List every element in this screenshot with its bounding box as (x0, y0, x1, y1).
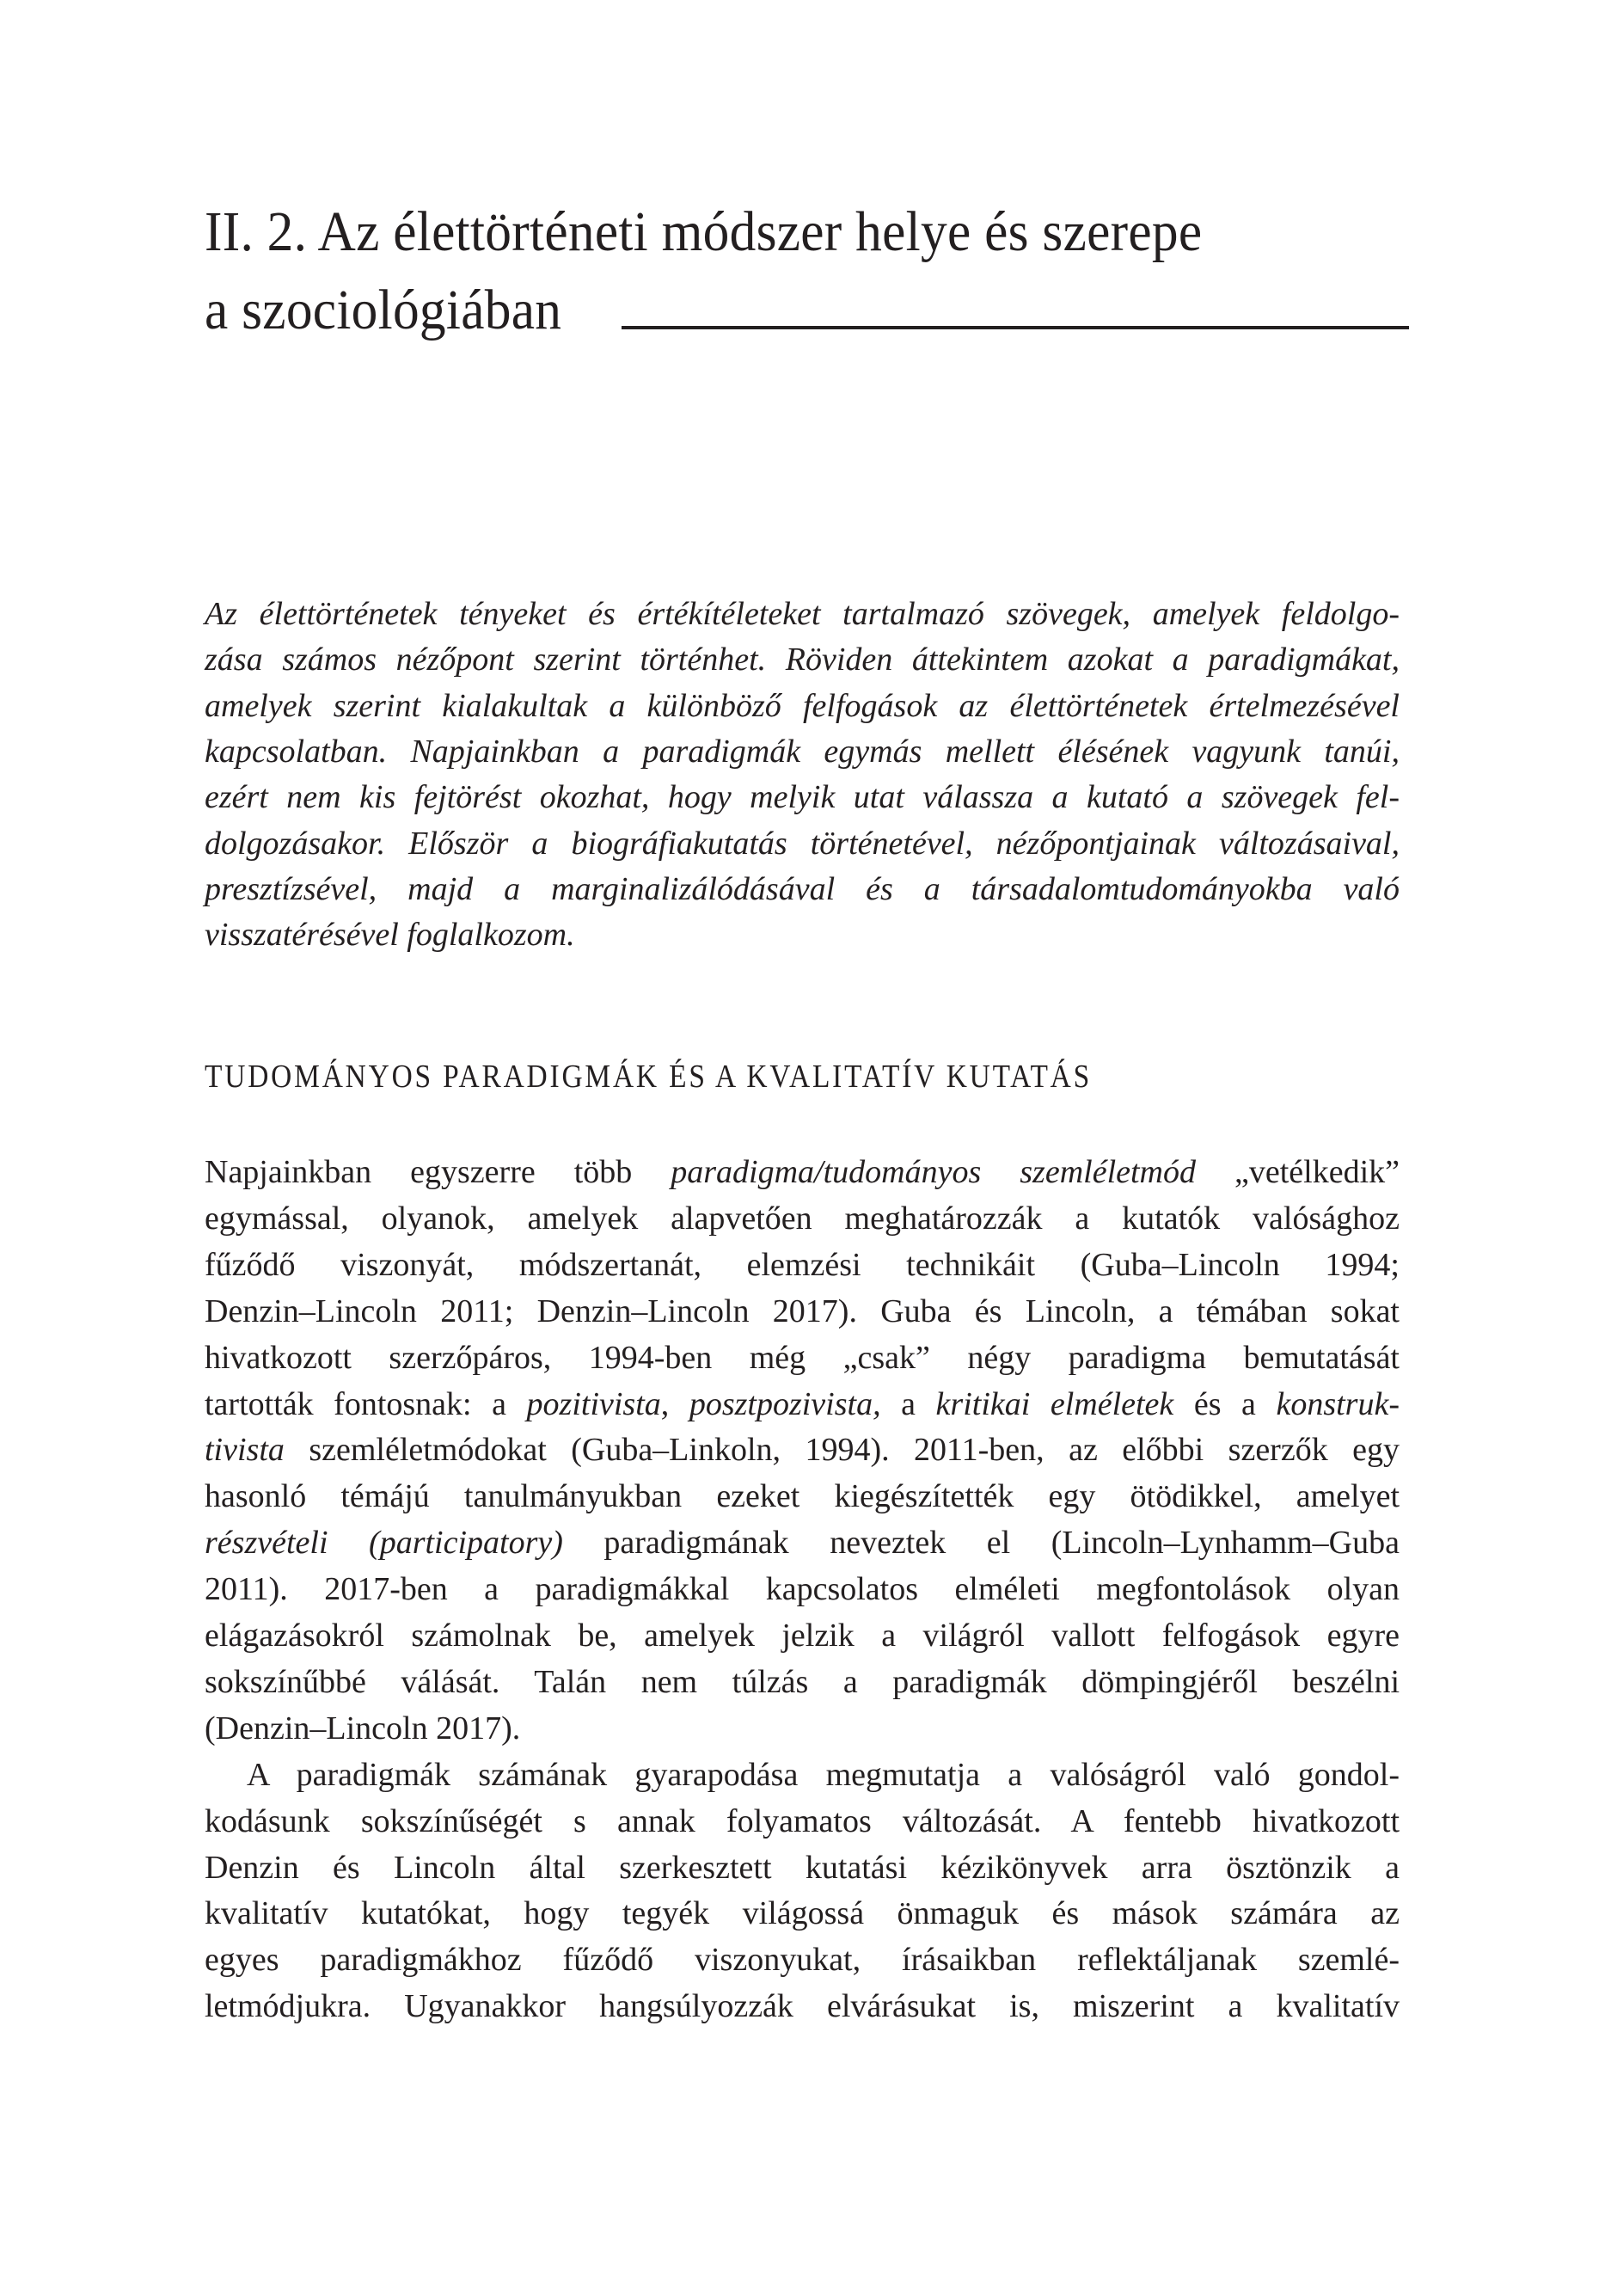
text-run: Denzin és Lincoln által szerkesztett kutatási kézikönyvek arra ösztönzik a (205, 1849, 1400, 1886)
body-line (205, 1896, 1400, 1931)
body-line (205, 1433, 1400, 1467)
text-run: letmódjukra. Ugyanakkor hangsúlyozzák elvárásukat is, miszerint a kvalitatív (205, 1988, 1400, 2025)
body-line (205, 1851, 1400, 1885)
body-line (205, 1943, 1400, 1977)
italic-term: pozitivista (526, 1385, 661, 1422)
text-run: és a (1173, 1385, 1277, 1422)
text-run: egyes paradigmákhoz fűződő viszonyukat, írásaikban reflektáljanak szemlé- (205, 1942, 1400, 1979)
text-run: fűződő viszonyát, módszertanát, elemzési technikáit (Guba–Lincoln 1994; (205, 1246, 1400, 1283)
text-run: Denzin–Lincoln 2011; Denzin–Lincoln 2017). Guba és Lincoln, a témában sokat (205, 1292, 1400, 1329)
text-run: paradigmának neveztek el (Lincoln–Lynhamm–Guba (562, 1525, 1400, 1562)
text-run: tartották fontosnak: a (205, 1385, 527, 1422)
text-run: hasonló témájú tanulmányukban ezeket kiegészítették egy ötödikkel, amelyet (205, 1478, 1400, 1515)
body-line (205, 1248, 1400, 1282)
text-run: sokszínűbbé válását. Talán nem túlzás a paradigmák dömpingjéről beszélni (205, 1663, 1400, 1700)
text-run: egymással, olyanok, amelyek alapvetően meghatározzák a kutatók valósághoz (205, 1200, 1400, 1237)
abstract-line: ezért nem kis fejtörést okozhat, hogy melyik utat válassza a kutató a szövegek fel- (205, 779, 1400, 816)
abstract-line: dolgozásakor. Először a biográfiakutatás történetével, nézőpontjainak változásaival, (205, 825, 1400, 862)
body-line (205, 1618, 1400, 1653)
body-line (205, 1572, 1400, 1606)
abstract-line: Az élettörténetek tényeket és értékítéleteket tartalmazó szövegek, amelyek feldolgo- (205, 596, 1400, 632)
chapter-title-line-2: a szociológiában (205, 279, 562, 341)
body-line (205, 1526, 1400, 1560)
text-run: Napjainkban egyszerre több (205, 1154, 671, 1190)
text-run: kodásunk sokszínűségét s annak folyamatos változását. A fentebb hivatkozott (205, 1802, 1400, 1839)
text-run: hivatkozott szerzőpáros, 1994-ben még „csak” négy paradigma bemutatását (205, 1339, 1400, 1376)
body-line (205, 1294, 1400, 1329)
text-run: a (880, 1385, 936, 1422)
section-heading: TUDOMÁNYOS PARADIGMÁK ÉS A KVALITATÍV KUTATÁS (205, 1059, 1093, 1095)
text-run: elágazásokról számolnak be, amelyek jelzik a világról vallott felfogások egyre (205, 1618, 1400, 1654)
abstract-line: amelyek szerint kialakultak a különböző felfogások az élettörténetek értelmezésével (205, 687, 1400, 724)
body-line (205, 1479, 1400, 1513)
body-line (205, 1387, 1400, 1421)
body-line (205, 1201, 1400, 1236)
text-run: „vetélkedik” (1196, 1154, 1400, 1190)
italic-term: tivista (205, 1432, 285, 1469)
body-line (205, 1155, 1400, 1189)
body-line (205, 1989, 1400, 2023)
body-line (205, 1665, 1400, 1699)
title-underline-rule (622, 326, 1409, 329)
body-line (205, 1341, 1400, 1375)
italic-term: posztpozivista, (689, 1385, 881, 1422)
text-run: 2011). 2017-ben a paradigmákkal kapcsolatos elméleti megfontolások olyan (205, 1571, 1400, 1608)
abstract-line: zása számos nézőpont szerint történhet. Röviden áttekintem azokat a paradigmákat, (205, 642, 1400, 678)
italic-term: paradigma/tudományos szemléletmód (671, 1154, 1196, 1190)
abstract-line: kapcsolatban. Napjainkban a paradigmák egymás mellett élésének vagyunk tanúi, (205, 733, 1400, 770)
text-run: A paradigmák számának gyarapodása megmutatja a valóságról való gondol- (247, 1756, 1400, 1793)
body-line (205, 1804, 1400, 1839)
italic-term: konstruk- (1276, 1385, 1400, 1422)
italic-term: kritikai elméletek (935, 1385, 1174, 1422)
chapter-title-line-1: II. 2. Az élettörténeti módszer helye és szerepe (205, 200, 1203, 263)
abstract-line: presztízsével, majd a marginalizálódásával és a társadalomtudományokba való (205, 870, 1400, 907)
body-line (205, 1711, 1400, 1746)
text-run: kvalitatív kutatókat, hogy tegyék világossá önmaguk és mások számára az (205, 1895, 1400, 1932)
text-run: , (660, 1385, 689, 1422)
abstract-line: visszatérésével foglalkozom. (205, 917, 575, 954)
text-run: szemléletmódokat (Guba–Linkoln, 1994). 2011-ben, az előbbi szerzők egy (284, 1432, 1400, 1469)
italic-term: részvételi (participatory) (205, 1525, 563, 1562)
body-line (205, 1758, 1400, 1792)
text-run: (Denzin–Lincoln 2017). (205, 1710, 521, 1747)
